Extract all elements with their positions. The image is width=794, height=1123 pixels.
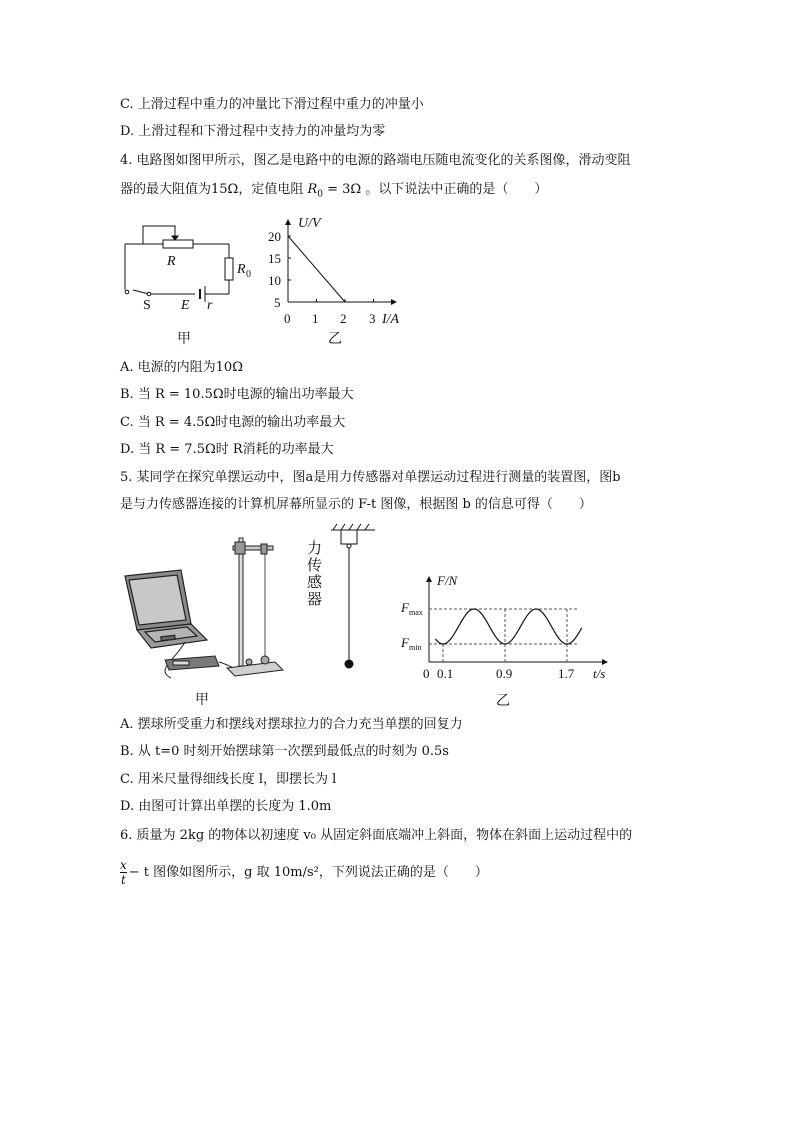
fmin-label: F — [401, 635, 409, 650]
caption-a: 甲 — [195, 693, 209, 708]
x-over-t-fraction — [120, 858, 127, 887]
fmin-sub: min — [409, 643, 422, 652]
u-i-line — [288, 236, 345, 302]
caption-b: 乙 — [496, 693, 510, 709]
q4-option-c: C. 当 R = 4.5Ω时电源的输出功率最大 — [120, 415, 346, 430]
ytick-10: 10 — [268, 273, 281, 288]
label-internal-r: r — [207, 298, 213, 313]
r0-subscript: 0 — [317, 189, 323, 200]
caption-yi: 乙 — [328, 332, 342, 347]
xtick-1: 1 — [312, 311, 319, 326]
q4-option-b: B. 当 R = 10.5Ω时电源的输出功率最大 — [120, 387, 354, 402]
label-r0: R — [237, 262, 246, 277]
option-c: C. 上滑过程中重力的冲量比下滑过程中重力的冲量小 — [120, 97, 424, 112]
y-axis-label: U/V — [298, 216, 321, 231]
force-sensor — [341, 530, 357, 544]
fmax-sub: max — [409, 608, 423, 617]
xtick-0: 0 — [284, 311, 291, 326]
label-s: S — [143, 298, 151, 313]
resistor-r0 — [225, 258, 233, 280]
pendulum-diagram — [331, 524, 375, 668]
q5-option-c: C. 用米尺量得细线长度 l，即摆长为 l — [120, 772, 337, 787]
sensor-label-3: 感 — [307, 575, 323, 591]
pendulum-bob — [345, 660, 353, 668]
laptop — [125, 570, 207, 648]
label-r: R — [167, 254, 176, 269]
ttick-0-1: 0.1 — [437, 666, 454, 681]
q5-option-b: B. 从 t=0 时刻开始摆球第一次摆到最低点的时刻为 0.5s — [120, 744, 449, 759]
q5-stem-line1: 5. 某同学在探究单摆运动中，图a是用力传感器对单摆运动过程进行测量的装置图，图b — [120, 470, 621, 485]
q4-stem-line1: 4. 电路图如图甲所示，图乙是电路中的电源的路端电压随电流变化的关系图像，滑动变阻 — [120, 153, 631, 168]
xtick-2: 2 — [340, 311, 347, 326]
ui-graph — [262, 210, 422, 350]
r0-symbol: R — [307, 182, 318, 197]
rheostat-r — [163, 240, 193, 248]
fraction-denominator: t — [120, 873, 126, 887]
ttick-0: 0 — [423, 666, 430, 681]
fmax-label: F — [401, 600, 409, 615]
q4-stem-text-a: 器的最大阻值为15Ω，定值电阻 — [120, 182, 304, 197]
sensor-label-4: 器 — [307, 592, 323, 608]
f-axis-label: F/N — [437, 573, 458, 588]
dashed-guides — [429, 609, 577, 662]
ttick-0-9: 0.9 — [496, 666, 513, 681]
q4-stem-line2 — [120, 181, 547, 204]
q5-stem-line2: 是与力传感器连接的计算机屏幕所显示的 F-t 图像，根据图 b 的信息可得（ ） — [120, 497, 592, 512]
ytick-15: 15 — [268, 251, 281, 266]
pendulum-apparatus — [115, 520, 405, 710]
ttick-1-7: 1.7 — [558, 666, 575, 681]
label-r0-sub: 0 — [246, 269, 251, 280]
ytick-20: 20 — [268, 229, 281, 244]
option-d: D. 上滑过程和下滑过程中支持力的冲量均为零 — [120, 124, 386, 139]
q5-option-a: A. 摆球所受重力和摆线对摆球拉力的合力充当单摆的回复力 — [120, 717, 463, 732]
stand — [227, 538, 283, 676]
switch-s — [125, 290, 129, 294]
x-axis-label: I/A — [382, 312, 400, 327]
sensor-label-1: 力 — [307, 541, 323, 557]
ft-graph — [395, 565, 615, 705]
force-curve — [435, 609, 581, 644]
q5-option-d: D. 由图可计算出单摆的长度为 1.0m — [120, 799, 332, 814]
q4-option-a: A. 电源的内阻为10Ω — [120, 360, 243, 375]
q6-stem-text: − t 图像如图所示，g 取 10m/s²，下列说法正确的是（ ） — [128, 865, 488, 880]
caption-jia: 甲 — [177, 332, 191, 347]
q4-stem-text-b: = 3Ω 。以下说法中正确的是（ ） — [327, 182, 548, 197]
q6-stem-line2 — [120, 858, 488, 887]
q6-stem-line1: 6. 质量为 2kg 的物体以初速度 v₀ 从固定斜面底端冲上斜面，物体在斜面上运动过程中的 — [120, 828, 633, 843]
ytick-5: 5 — [274, 295, 281, 310]
sensor-label-2: 传 — [307, 558, 323, 574]
q4-option-d: D. 当 R = 7.5Ω时 R消耗的功率最大 — [120, 442, 334, 457]
t-axis-label: t/s — [593, 666, 606, 681]
label-e: E — [181, 298, 190, 313]
xtick-3: 3 — [369, 311, 376, 326]
fraction-numerator: x — [120, 858, 127, 872]
circuit-diagram — [115, 212, 255, 352]
